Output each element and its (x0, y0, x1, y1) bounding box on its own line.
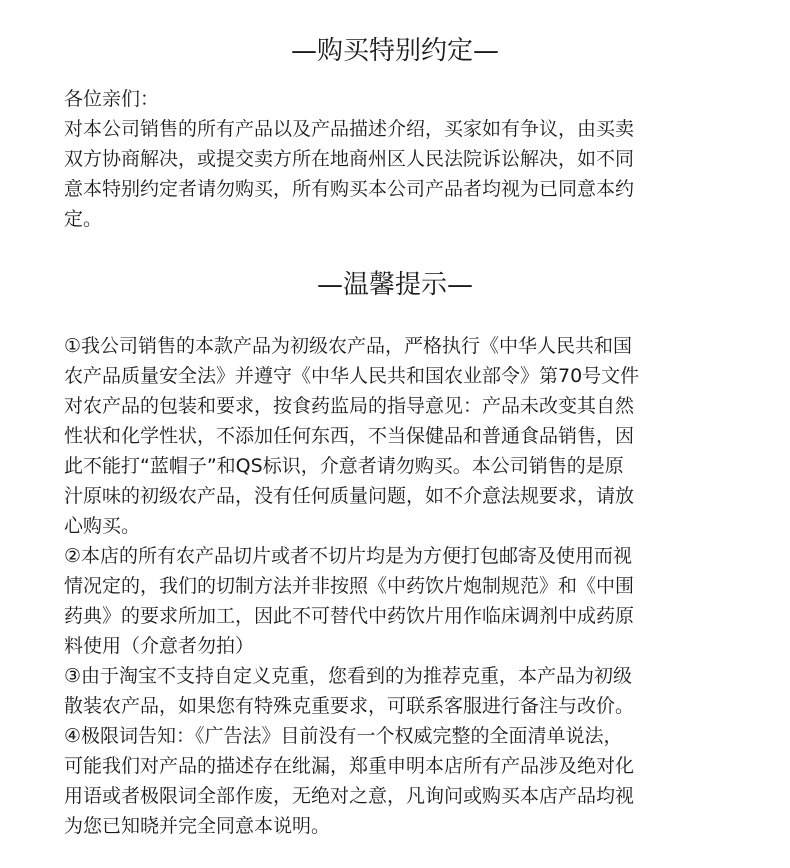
text-line: 对农产品的包装和要求，按食药监局的指导意见：产品未改变其自然 (64, 395, 635, 417)
text-line: 散装农产品，如果您有特殊克重要求，可联系客服进行备注与改价。 (64, 695, 635, 717)
text-line: 汁原味的初级农产品，没有任何质量问题，如不介意法规要求，请放 (64, 485, 635, 507)
text-line: 意本特别约定者请勿购买，所有购买本公司产品者均视为已同意本约 (64, 178, 635, 200)
purchase-agreement-title: —购买特别约定— (290, 36, 499, 66)
text-line: ③由于淘宝不支持自定义克重，您看到的为推荐克重，本产品为初级 (64, 665, 633, 687)
purchase-agreement-text (64, 84, 734, 234)
text-line: 性状和化学性状，不添加任何东西，不当保健品和普通食品销售，因 (64, 425, 635, 447)
text-line: 为您已知晓并完全同意本说明。 (64, 815, 331, 837)
text-line: 定。 (64, 208, 103, 230)
warm-tips-text (64, 331, 734, 841)
text-line: 对本公司销售的所有产品以及产品描述介绍，买家如有争议，由买卖 (64, 118, 635, 140)
text-line: 心购买。 (64, 515, 141, 537)
text-line: 各位亲们： (64, 88, 160, 110)
warm-tips-title: —温馨提示— (316, 270, 473, 300)
text-line: 双方协商解决，或提交卖方所在地商州区人民法院诉讼解决，如不同 (64, 148, 635, 170)
text-line: 用语或者极限词全部作废，无绝对之意，凡询问或购买本店产品均视 (64, 785, 635, 807)
text-line: 药典》的要求所加工，因此不可替代中药饮片用作临床调剂中成药原 (64, 605, 635, 627)
text-line: ②本店的所有农产品切片或者不切片均是为方便打包邮寄及使用而视 (64, 545, 633, 567)
text-line: 情况定的，我们的切制方法并非按照《中药饮片炮制规范》和《中围 (64, 575, 635, 597)
text-line: ①我公司销售的本款产品为初级农产品，严格执行《中华人民共和国 (64, 335, 633, 357)
text-line: 农产品质量安全法》并遵守《中华人民共和国农业部令》第70号文件 (64, 365, 640, 387)
text-line: 料使用（介意者勿拍） (64, 635, 255, 657)
text-line: 此不能打“蓝帽子”和QS标识，介意者请勿购买。本公司销售的是原 (64, 455, 624, 477)
text-line: ④极限词告知：《广告法》目前没有一个权威完整的全面清单说法， (64, 725, 623, 747)
text-line: 可能我们对产品的描述存在纰漏，郑重申明本店所有产品涉及绝对化 (64, 755, 635, 777)
